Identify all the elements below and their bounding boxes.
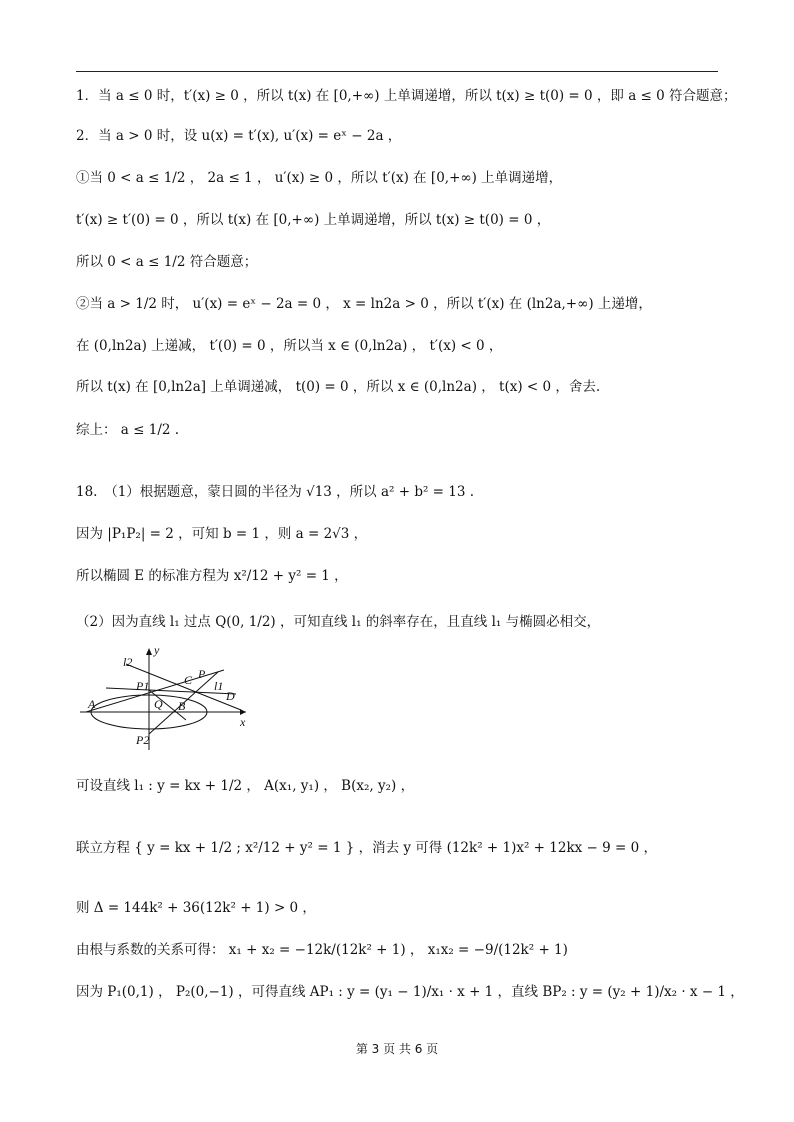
text-line: t′(x) ≥ t′(0) = 0 ，所以 t(x) 在 [0,+∞) 上单调递增，所以 t(x) ≥ t(0) = 0 ，: [76, 212, 551, 228]
label-b: B: [178, 699, 186, 713]
label-c: C: [184, 673, 193, 687]
text-line: 18. （1）根据题意，蒙日圆的半径为 √13 ，所以 a² + b² = 13 .: [76, 484, 475, 500]
text-line: 因为 |P₁P₂| = 2 ，可知 b = 1 ，则 a = 2√3 ，: [76, 526, 368, 542]
text-line: 由根与系数的关系可得： x₁ + x₂ = −12k/(12k² + 1) ， x₁x₂ = −9/(12k² + 1): [76, 942, 568, 958]
text-line: 联立方程 { y = kx + 1/2 ; x²/12 + y² = 1 } ，消去 y 可得 (12k² + 1)x² + 12kx − 9 = 0 ，: [76, 840, 658, 856]
text-line: 在 (0,ln2a) 上递减， t′(0) = 0 ，所以当 x ∈ (0,ln2a) ， t′(x) < 0 ，: [76, 338, 503, 354]
text-line: 所以 t(x) 在 [0,ln2a] 上单调递减， t(0) = 0 ，所以 x ∈ (0,ln2a) ， t(x) < 0 ，舍去.: [76, 379, 601, 395]
text-line: （2）因为直线 l₁ 过点 Q(0, 1/2) ，可知直线 l₁ 的斜率存在，且直线 l₁ 与椭圆必相交，: [76, 614, 601, 630]
label-l2: l2: [123, 655, 133, 669]
label-p: P: [198, 667, 206, 681]
label-a: A: [88, 697, 96, 711]
label-d: D: [226, 689, 235, 703]
label-q: Q: [154, 697, 163, 711]
text-line: ②当 a > 1/2 时， u′(x) = eˣ − 2a = 0 ， x = ln2a > 0 ，所以 t′(x) 在 (ln2a,+∞) 上递增，: [76, 296, 652, 312]
text-line: 所以 0 < a ≤ 1/2 符合题意；: [76, 254, 258, 270]
text-line: 综上： a ≤ 1/2 .: [76, 422, 180, 438]
label-x: x: [240, 715, 246, 729]
text-line: 1．当 a ≤ 0 时，t′(x) ≥ 0 ，所以 t(x) 在 [0,+∞) 上单调递增，所以 t(x) ≥ t(0) = 0 ，即 a ≤ 0 符合题意；: [76, 88, 737, 104]
page-footer: 第 3 页 共 6 页: [355, 1042, 439, 1056]
text-line: 所以椭圆 E 的标准方程为 x²/12 + y² = 1 ，: [76, 568, 348, 584]
text-line: 2．当 a > 0 时，设 u(x) = t′(x), u′(x) = eˣ − 2a ，: [76, 128, 402, 144]
ellipse-figure: [76, 640, 266, 752]
text-line: 则 Δ = 144k² + 36(12k² + 1) > 0 ，: [76, 900, 316, 916]
label-l1: l1: [214, 679, 224, 693]
y-axis-arrow: [146, 648, 152, 655]
label-y: y: [154, 643, 160, 657]
label-p1: P1: [136, 679, 150, 693]
header-rule: [76, 71, 718, 72]
text-line: 可设直线 l₁ : y = kx + 1/2 ， A(x₁, y₁) ， B(x₂, y₂) ，: [76, 778, 415, 794]
label-p2: P2: [136, 733, 150, 747]
text-line: ①当 0 < a ≤ 1/2 ， 2a ≤ 1 ， u′(x) ≥ 0 ，所以 t′(x) 在 [0,+∞) 上单调递增，: [76, 170, 563, 186]
text-line: 因为 P₁(0,1) ， P₂(0,−1) ，可得直线 AP₁ : y = (y₁ − 1)/x₁ · x + 1 ，直线 BP₂ : y = (y₂ + 1)/x₂ · x − 1 ，: [76, 984, 744, 1000]
